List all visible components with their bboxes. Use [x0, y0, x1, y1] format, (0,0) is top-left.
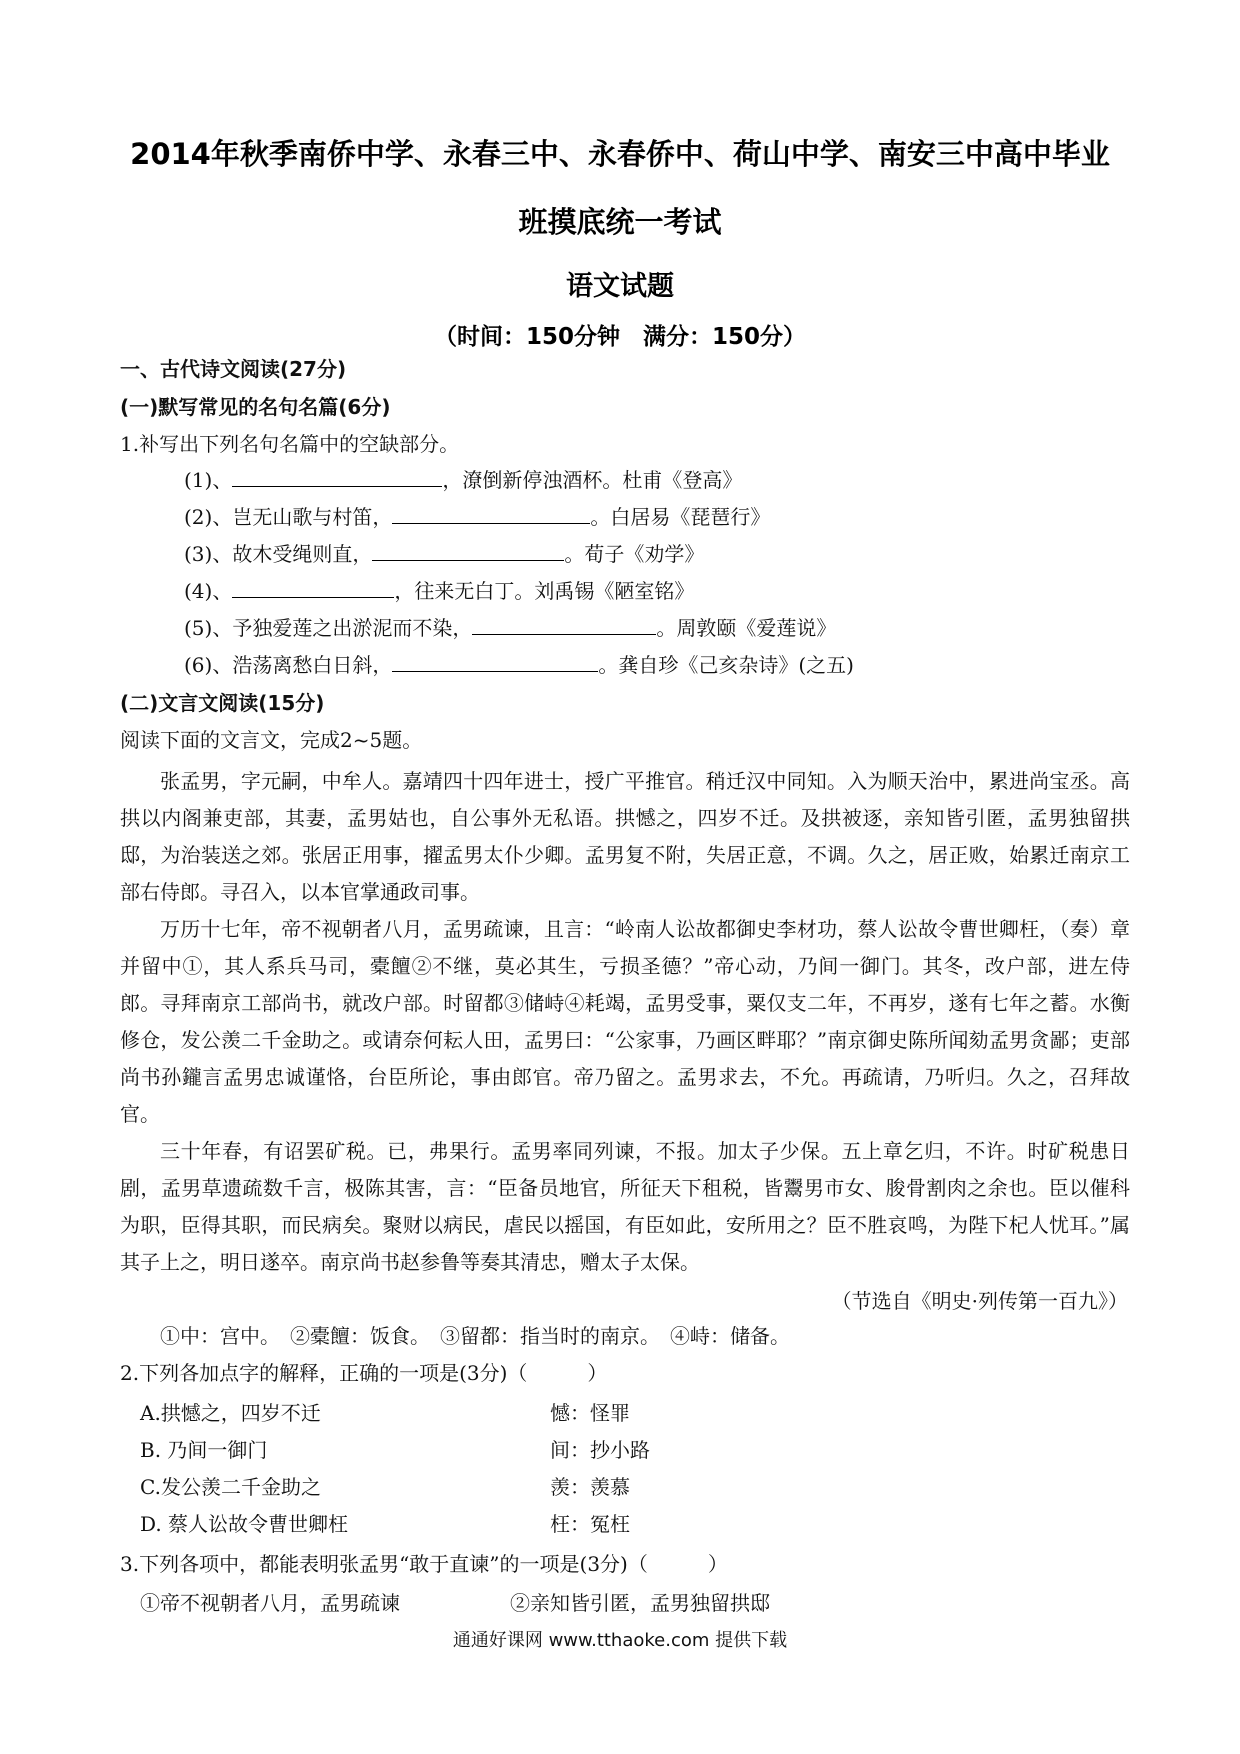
time-info: （时间：150分钟 满分：150分）	[433, 324, 807, 350]
answer-blank[interactable]	[472, 614, 656, 635]
passage-paragraph-2: 万历十七年，帝不视朝者八月，孟男疏谏，且言：“岭南人讼故都御史李材功，蔡人讼故令曹世卿枉，（奏）章并留中①，其人系兵马司，橐饘②不继，莫必其生，亏损圣德？”帝心动，乃间一御门。其冬，改户部，进左侍郎。寻拜南京工部尚书，就改户部。时留都③储峙④耗竭，孟男受事，粟仅支二年，不再岁，遂有七年之蓄。水衡修仓，发公羡二千金助之。或请奈何耘人田，孟男曰：“公家事，乃画区畔耶？”南京御史陈所闻劾孟男贪鄙；吏部尚书孙鑨言孟男忠诚谨恪，台臣所论，事由郎官。帝乃留之。孟男求去，不允。再疏请，乃听归。久之，召拜故官。	[120, 917, 1130, 1126]
fill-item-3: (3)、故木受绳则直， 。荀子《劝学》	[184, 542, 705, 566]
q2-option-d-explanation: 枉：冤枉	[550, 1512, 630, 1536]
q2-option-b-explanation: 间：抄小路	[550, 1438, 650, 1462]
annotation-notes: ①中：宫中。 ②橐饘：饭食。 ③留都：指当时的南京。 ④峙：储备。	[160, 1324, 790, 1348]
q3-stem: 3.下列各项中，都能表明张孟男“敢于直谏”的一项是(3分)（ ）	[120, 1552, 728, 1576]
q3-statement-1: ①帝不视朝者八月，孟男疏谏	[140, 1591, 400, 1615]
answer-blank[interactable]	[232, 577, 394, 598]
q2-option-d[interactable]: D. 蔡人讼故令曹世卿枉	[140, 1512, 349, 1536]
q2-option-b[interactable]: B. 乃间一御门	[140, 1438, 268, 1462]
passage-source: （节选自《明史·列传第一百九》）	[831, 1289, 1128, 1313]
q3-statement-2: ②亲知皆引匿，孟男独留拱邸	[510, 1591, 770, 1615]
answer-blank[interactable]	[392, 651, 598, 672]
passage-paragraph-3: 三十年春，有诏罢矿税。已，弗果行。孟男率同列谏，不报。加太子少保。五上章乞归，不许。时矿税患日剧，孟男草遗疏数千言，极陈其害，言：“臣备员地官，所征天下租税，皆鬻男市女、朘骨割肉之余也。臣以催科为职，臣得其职，而民病矣。聚财以病民，虐民以摇国，有臣如此，安所用之？臣不胜哀鸣，为陛下杞人忧耳。”属其子上之，明日遂卒。南京尚书赵参鲁等奏其清忠，赠太子太保。	[120, 1139, 1130, 1274]
part2-heading: (二)文言文阅读(15分)	[120, 691, 325, 715]
part2-intro: 阅读下面的文言文，完成2~5题。	[120, 728, 423, 752]
fill-item-1: (1)、 ，潦倒新停浊酒杯。杜甫《登高》	[184, 468, 743, 492]
q2-stem: 2.下列各加点字的解释，正确的一项是(3分)（ ）	[120, 1361, 608, 1385]
answer-blank[interactable]	[232, 466, 442, 487]
fill-item-4: (4)、 ，往来无白丁。刘禹锡《陋室铭》	[184, 579, 695, 603]
fill-item-6: (6)、浩荡离愁白日斜， 。龚自珍《己亥杂诗》(之五)	[184, 653, 854, 677]
section-heading: 一、古代诗文阅读(27分)	[120, 357, 347, 381]
exam-title-line1: 2014年秋季南侨中学、永春三中、永春侨中、荷山中学、南安三中高中毕业	[130, 137, 1110, 171]
passage-paragraph-1: 张孟男，字元嗣，中牟人。嘉靖四十四年进士，授广平推官。稍迁汉中同知。入为顺天治中，累进尚宝丞。高拱以内阁兼吏部，其妻，孟男姑也，自公事外无私语。拱憾之，四岁不迁。及拱被逐，亲知皆引匿，孟男独留拱邸，为治装送之郊。张居正用事，擢孟男太仆少卿。孟男复不附，失居正意，不调。久之，居正败，始累迁南京工部右侍郎。寻召入，以本官掌通政司事。	[120, 769, 1130, 904]
q2-option-a[interactable]: A.拱憾之，四岁不迁	[140, 1401, 321, 1425]
q2-option-c[interactable]: C.发公羡二千金助之	[140, 1475, 321, 1499]
fill-item-5: (5)、予独爱莲之出淤泥而不染， 。周敦颐《爱莲说》	[184, 616, 837, 640]
answer-blank[interactable]	[372, 540, 564, 561]
q1-stem: 1.补写出下列名句名篇中的空缺部分。	[120, 432, 460, 456]
q2-option-a-explanation: 憾：怪罪	[550, 1401, 630, 1425]
part1-heading: (一)默写常见的名句名篇(6分)	[120, 395, 391, 419]
footer-credit: 通通好课网 www.tthaoke.com 提供下载	[452, 1630, 788, 1651]
fill-item-2: (2)、岂无山歌与村笛， 。白居易《琵琶行》	[184, 505, 771, 529]
subject-title: 语文试题	[566, 271, 674, 302]
exam-title-line2: 班摸底统一考试	[518, 205, 722, 239]
answer-blank[interactable]	[392, 503, 590, 524]
q2-option-c-explanation: 羡：羡慕	[550, 1475, 630, 1499]
